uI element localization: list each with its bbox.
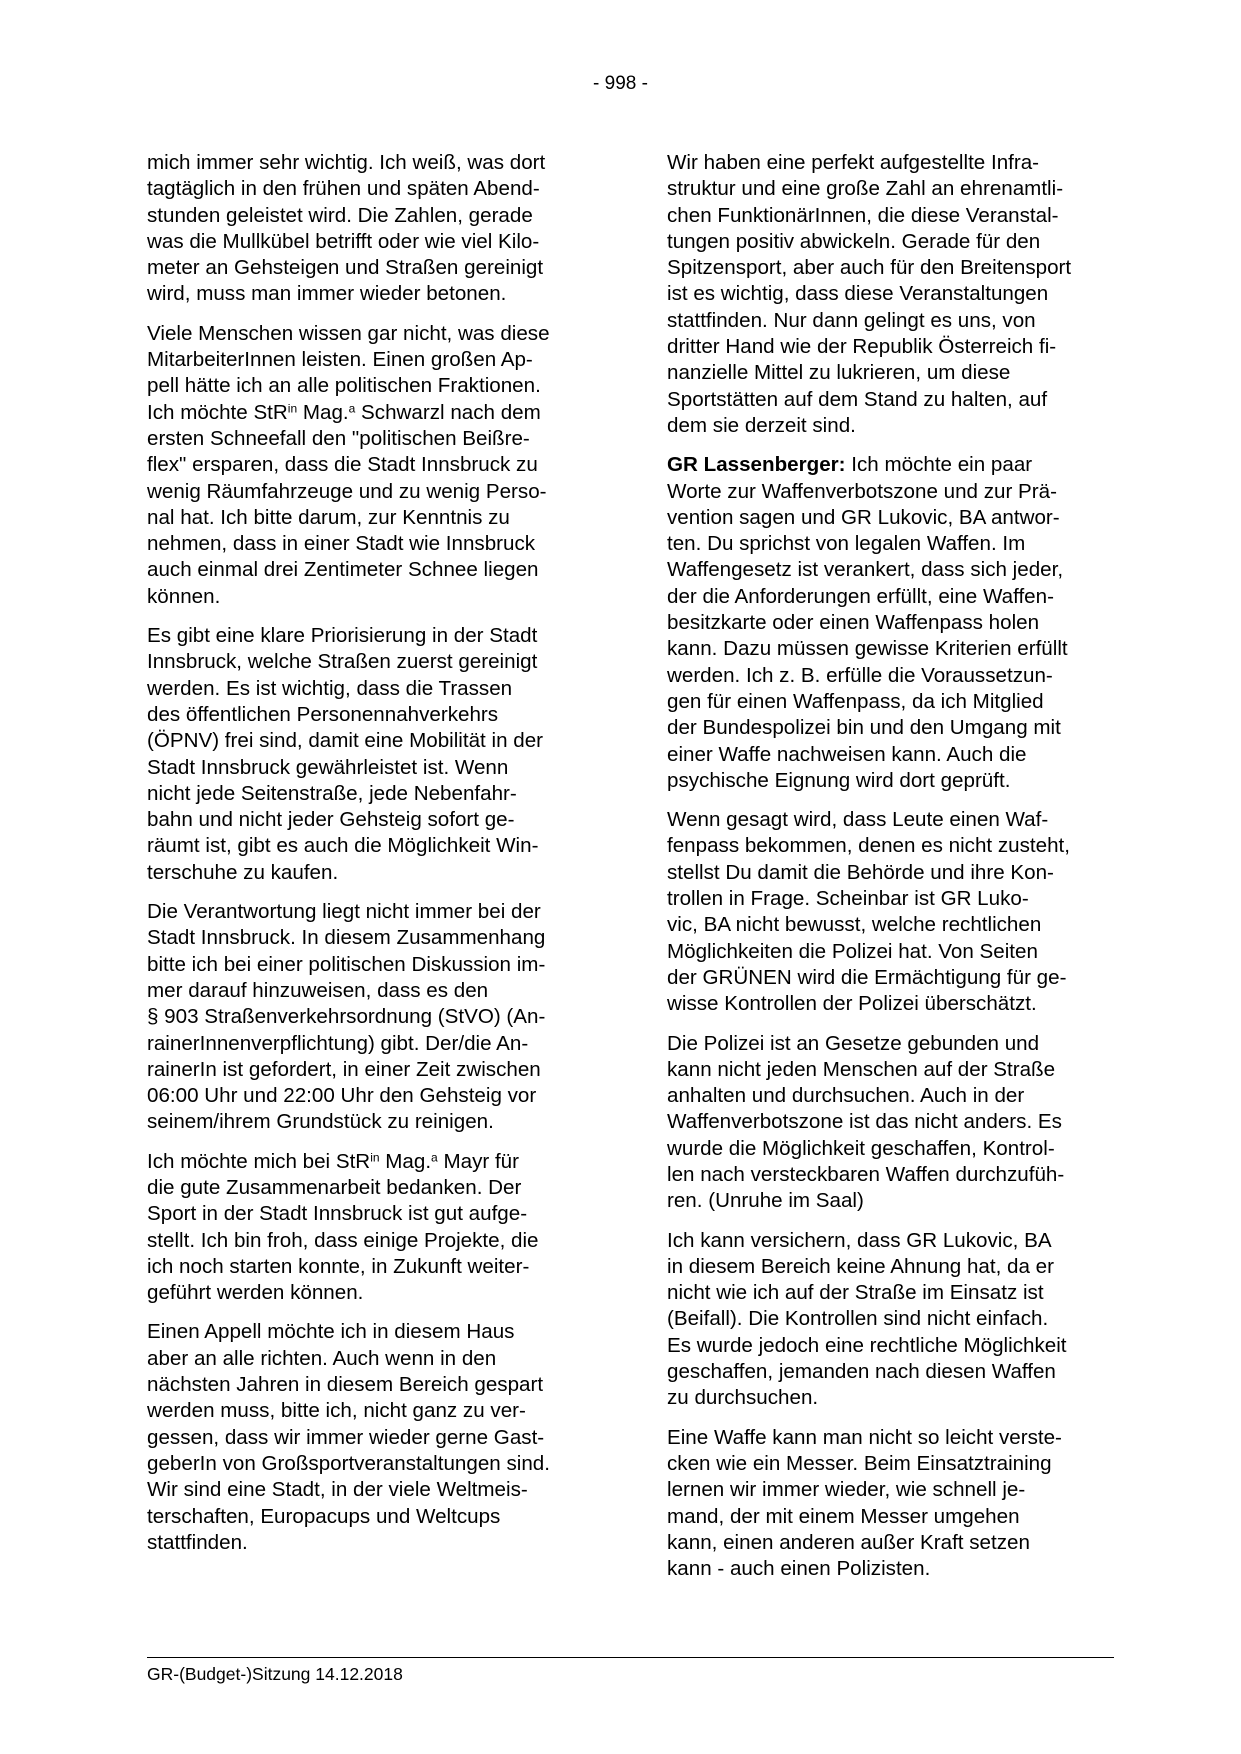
text-fragment: Ich möchte StR bbox=[147, 400, 288, 424]
text-line: räumt ist, gibt es auch die Möglichkeit Win- bbox=[147, 834, 539, 858]
text-line: Einen Appell möchte ich in diesem Haus bbox=[147, 1320, 515, 1344]
text-line: rainerInnenverpflichtung) gibt. Der/die An- bbox=[147, 1031, 529, 1055]
text-line: werden. Es ist wichtig, dass die Trassen bbox=[147, 676, 513, 700]
text-line: wenig Räumfahrzeuge und zu wenig Perso- bbox=[147, 479, 547, 503]
text-fragment: Ich möchte mich bei StR bbox=[147, 1149, 371, 1173]
text-line: mer darauf hinzuweisen, dass es den bbox=[147, 978, 489, 1002]
text-line: wird, muss man immer wieder betonen. bbox=[147, 282, 507, 306]
speaker-name: GR Lassenberger: bbox=[667, 453, 846, 477]
text-line: Innsbruck, welche Straßen zuerst gereinigt bbox=[147, 650, 538, 674]
text-line: die gute Zusammenarbeit bedanken. Der bbox=[147, 1175, 522, 1199]
paragraph bbox=[147, 150, 592, 308]
text-line: bitte ich bei einer politischen Diskussion im- bbox=[147, 952, 546, 976]
text-line: der GRÜNEN wird die Ermächtigung für ge- bbox=[667, 965, 1067, 989]
text-line: stellt. Ich bin froh, dass einige Projekte, die bbox=[147, 1228, 539, 1252]
text-line: Stadt Innsbruck gewährleistet ist. Wenn bbox=[147, 755, 509, 779]
text-fragment: Mag. bbox=[297, 400, 349, 424]
text-line: nicht wie ich auf der Straße im Einsatz ist bbox=[667, 1281, 1044, 1305]
paragraph bbox=[147, 899, 592, 1136]
text-line: stellst Du damit die Behörde und ihre Kon- bbox=[667, 860, 1054, 884]
text-line: Spitzensport, aber auch für den Breitensport bbox=[667, 256, 1072, 280]
text-line: rainerIn ist gefordert, in einer Zeit zwischen bbox=[147, 1057, 541, 1081]
paragraph bbox=[667, 452, 1112, 794]
superscript: in bbox=[370, 1150, 380, 1165]
text-line: was die Mullkübel betrifft oder wie viel Kilo- bbox=[147, 229, 540, 253]
text-line: (Beifall). Die Kontrollen sind nicht einfach. bbox=[667, 1307, 1049, 1331]
text-line: auch einmal drei Zentimeter Schnee liegen bbox=[147, 558, 539, 582]
text-line: nanzielle Mittel zu lukrieren, um diese bbox=[667, 361, 1011, 385]
text-line: Möglichkeiten die Polizei hat. Von Seiten bbox=[667, 939, 1038, 963]
text-line: Ich kann versichern, dass GR Lukovic, BA bbox=[667, 1228, 1052, 1252]
footer-session-label: GR-(Budget-)Sitzung 14.12.2018 bbox=[147, 1664, 403, 1684]
text-line: Wir sind eine Stadt, in der viele Weltmeis- bbox=[147, 1478, 528, 1502]
paragraph bbox=[667, 1425, 1112, 1583]
text-line: Wir haben eine perfekt aufgestellte Infra- bbox=[667, 151, 1040, 174]
text-line: psychische Eignung wird dort geprüft. bbox=[667, 768, 1011, 792]
text-line: Waffenverbotszone ist das nicht anders. Es bbox=[667, 1110, 1062, 1134]
text-line: kann - auch einen Polizisten. bbox=[667, 1557, 931, 1581]
text-line: meter an Gehsteigen und Straßen gereinigt bbox=[147, 256, 544, 280]
text-line bbox=[147, 400, 592, 426]
text-line: mand, der mit einem Messer umgehen bbox=[667, 1504, 1020, 1528]
text-line: dritter Hand wie der Republik Österreich fi- bbox=[667, 335, 1057, 359]
text-line: MitarbeiterInnen leisten. Einen großen Ap- bbox=[147, 348, 533, 372]
text-line: aber an alle richten. Auch wenn in den bbox=[147, 1346, 497, 1370]
text-line: besitzkarte oder einen Waffenpass holen bbox=[667, 611, 1040, 635]
text-line: geberIn von Großsportveranstaltungen sind. bbox=[147, 1451, 550, 1475]
text-line: Waffengesetz ist verankert, dass sich jeder, bbox=[667, 558, 1064, 582]
text-line: len nach versteckbaren Waffen durchzufüh- bbox=[667, 1162, 1065, 1186]
text-line: mich immer sehr wichtig. Ich weiß, was dort bbox=[147, 151, 546, 174]
paragraph bbox=[667, 150, 1112, 439]
text-line: cken wie ein Messer. Beim Einsatztraining bbox=[667, 1451, 1052, 1475]
superscript: in bbox=[287, 401, 298, 416]
text-line: ersten Schneefall den "politischen Beißre- bbox=[147, 426, 530, 450]
text-line: einer Waffe nachweisen kann. Auch die bbox=[667, 742, 1027, 766]
text-line: stattfinden. Nur dann gelingt es uns, von bbox=[667, 308, 1036, 332]
text-line: flex" ersparen, dass die Stadt Innsbruck zu bbox=[147, 453, 538, 477]
paragraph bbox=[147, 1149, 592, 1307]
text-line bbox=[147, 1149, 592, 1175]
paragraph bbox=[147, 1319, 592, 1556]
text-fragment: Mag. bbox=[379, 1149, 432, 1173]
text-line: zu durchsuchen. bbox=[667, 1386, 819, 1410]
text-line: Es wurde jedoch eine rechtliche Möglichkeit bbox=[667, 1333, 1067, 1357]
text-line: ist es wichtig, dass diese Veranstaltungen bbox=[667, 282, 1049, 306]
text-line: geführt werden können. bbox=[147, 1281, 364, 1305]
text-line: bahn und nicht jeder Gehsteig sofort ge- bbox=[147, 808, 515, 832]
text-line: § 903 Straßenverkehrsordnung (StVO) (An- bbox=[147, 1005, 546, 1029]
text-line: ich noch starten konnte, in Zukunft weiter- bbox=[147, 1254, 530, 1278]
text-line: Die Polizei ist an Gesetze gebunden und bbox=[667, 1031, 1040, 1055]
text-line: fenpass bekommen, denen es nicht zusteht, bbox=[667, 834, 1070, 858]
text-line: der die Anforderungen erfüllt, eine Waffen- bbox=[667, 584, 1054, 608]
superscript: a bbox=[431, 1150, 438, 1165]
text-line: in diesem Bereich keine Ahnung hat, da er bbox=[667, 1254, 1054, 1278]
text-line: nehmen, dass in einer Stadt wie Innsbruck bbox=[147, 532, 536, 556]
text-line: gen für einen Waffenpass, da ich Mitglied bbox=[667, 689, 1044, 713]
text-line: anhalten und durchsuchen. Auch in der bbox=[667, 1084, 1025, 1108]
text-line: terschaften, Europacups und Weltcups bbox=[147, 1504, 501, 1528]
paragraph bbox=[667, 1228, 1112, 1412]
text-line: dem sie derzeit sind. bbox=[667, 413, 856, 437]
text-line: vention sagen und GR Lukovic, BA antwor- bbox=[667, 505, 1060, 529]
text-line: Worte zur Waffenverbotszone und zur Prä- bbox=[667, 479, 1057, 503]
text-line: Sportstätten auf dem Stand zu halten, auf bbox=[667, 387, 1048, 411]
text-line: seinem/ihrem Grundstück zu reinigen. bbox=[147, 1110, 494, 1134]
paragraph bbox=[667, 1031, 1112, 1215]
paragraph bbox=[667, 807, 1112, 1017]
text-line: wisse Kontrollen der Polizei überschätzt. bbox=[667, 992, 1037, 1016]
text-line bbox=[667, 452, 1112, 478]
text-line: 06:00 Uhr und 22:00 Uhr den Gehsteig vor bbox=[147, 1084, 537, 1108]
text-line: werden muss, bitte ich, nicht ganz zu ver- bbox=[147, 1399, 526, 1423]
paragraph bbox=[147, 321, 592, 610]
text-line: tagtäglich in den frühen und späten Abend- bbox=[147, 177, 540, 201]
text-fragment: Ich möchte ein paar bbox=[845, 453, 1033, 477]
right-column bbox=[667, 150, 1112, 1595]
page-number: - 998 - bbox=[593, 73, 648, 94]
text-line: kann. Dazu müssen gewisse Kriterien erfüllt bbox=[667, 637, 1068, 661]
text-line: Viele Menschen wissen gar nicht, was diese bbox=[147, 321, 550, 345]
text-line: Die Verantwortung liegt nicht immer bei der bbox=[147, 900, 541, 924]
text-line: geschaffen, jemanden nach diesen Waffen bbox=[667, 1360, 1056, 1384]
text-line: Wenn gesagt wird, dass Leute einen Waf- bbox=[667, 808, 1049, 832]
footer-divider bbox=[147, 1657, 1114, 1658]
text-line: stattfinden. bbox=[147, 1530, 248, 1554]
text-line: Sport in der Stadt Innsbruck ist gut aufge- bbox=[147, 1202, 528, 1226]
text-line: tungen positiv abwickeln. Gerade für den bbox=[667, 229, 1041, 253]
text-line: struktur und eine große Zahl an ehrenamtli- bbox=[667, 177, 1064, 201]
left-column bbox=[147, 150, 592, 1569]
text-line: terschuhe zu kaufen. bbox=[147, 860, 339, 884]
text-line: wurde die Möglichkeit geschaffen, Kontrol- bbox=[667, 1136, 1055, 1160]
text-line: lernen wir immer wieder, wie schnell je- bbox=[667, 1478, 1026, 1502]
paragraph bbox=[147, 623, 592, 886]
text-line: nicht jede Seitenstraße, jede Nebenfahr- bbox=[147, 781, 517, 805]
text-line: vic, BA nicht bewusst, welche rechtlichen bbox=[667, 913, 1042, 937]
text-line: Eine Waffe kann man nicht so leicht verste- bbox=[667, 1425, 1062, 1449]
text-line: trollen in Frage. Scheinbar ist GR Luko- bbox=[667, 887, 1029, 911]
text-line: kann nicht jeden Menschen auf der Straße bbox=[667, 1057, 1056, 1081]
text-line: ten. Du sprichst von legalen Waffen. Im bbox=[667, 532, 1026, 556]
text-line: chen FunktionärInnen, die diese Veranstal- bbox=[667, 203, 1059, 227]
text-line: pell hätte ich an alle politischen Fraktionen. bbox=[147, 374, 541, 398]
text-line: des öffentlichen Personennahverkehrs bbox=[147, 702, 499, 726]
text-line: gessen, dass wir immer wieder gerne Gast- bbox=[147, 1425, 545, 1449]
text-line: nal hat. Ich bitte darum, zur Kenntnis zu bbox=[147, 505, 510, 529]
text-fragment: Mayr für bbox=[437, 1149, 519, 1173]
text-line: (ÖPNV) frei sind, damit eine Mobilität in der bbox=[147, 729, 544, 753]
superscript: a bbox=[348, 401, 356, 416]
text-line: stunden geleistet wird. Die Zahlen, gerade bbox=[147, 203, 533, 227]
text-line: ren. (Unruhe im Saal) bbox=[667, 1189, 864, 1213]
text-line: können. bbox=[147, 584, 221, 608]
text-fragment: Schwarzl nach dem bbox=[355, 400, 541, 424]
text-line: Stadt Innsbruck. In diesem Zusammenhang bbox=[147, 926, 546, 950]
text-line: kann, einen anderen außer Kraft setzen bbox=[667, 1530, 1030, 1554]
text-line: werden. Ich z. B. erfülle die Voraussetzun- bbox=[667, 663, 1053, 687]
text-line: Es gibt eine klare Priorisierung in der Stadt bbox=[147, 624, 538, 648]
text-line: der Bundespolizei bin und den Umgang mit bbox=[667, 716, 1061, 740]
text-line: nächsten Jahren in diesem Bereich gespart bbox=[147, 1373, 544, 1397]
